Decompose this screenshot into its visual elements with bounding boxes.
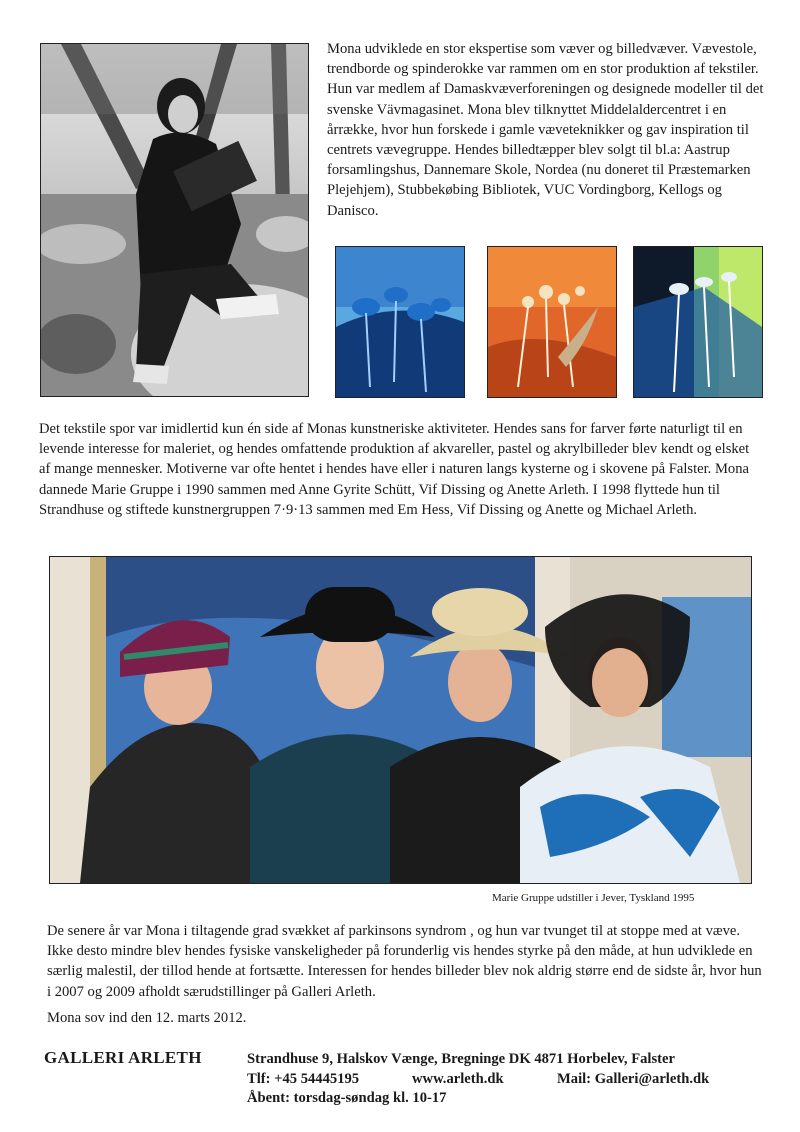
intro-paragraph bbox=[327, 39, 767, 221]
textile-text: Det tekstile spor var imidlertid kun én side af Monas kunstneriske aktiviteter. Hendes sans for farver førte naturligt til en levende interesse for maleriet, og hendes omfattende produktion af akvareller, pastel og akrylbilleder blev kendt og elsket af mange mennesker. Motiverne var ofte hentet i hendes have eller i naturen langs kysterne og i skovene på Falster. Mona dannede Marie Gruppe i 1990 sammen med Anne Gyrite Schütt, Vif Dissing og Anette Arleth. I 1998 flyttede hun til Strandhuse og stiftede kunstnergruppen 7·9·13 sammen med Em Hess, Vif Dissing og Anette og Michael Arleth. bbox=[39, 421, 750, 518]
gallery-mail[interactable]: Mail: Galleri@arleth.dk bbox=[557, 1071, 710, 1087]
painting-orange-flowers bbox=[487, 246, 617, 398]
painting-blue-flowers bbox=[335, 246, 465, 398]
intro-text: Mona udviklede en stor ekspertise som væver og billedvæver. Vævestole, trendborde og spinderokke var rammen om en stor produktion af tekstiler. Hun var medlem af Damaskvæverforeningen og designede modeller til det svenske Vävmagasinet. Mona blev tilknyttet Middelaldercentret i en årrække, hvor hun forskede i gamle væveteknikker og gav inspiration til centrets vævegruppe. Hendes billedtæpper blev solgt til bl.a: Aastrup forsamlingshus, Dannemare Skole, Nordea (nu doneret til Præstemarken Plejehjem), Stubbekøbing Bibliotek, VUC Vordingborg, Kellogs og Danisco. bbox=[327, 41, 764, 219]
later-years-text: De senere år var Mona i tiltagende grad svækket af parkinsons syndrom , og hun var tvunget til at stoppe med at væve. Ikke desto mindre blev hendes fysiske vanskeligheder på forunderlig vis hendes styrke på den måde, at hun udviklede en særlig malestil, der tillod hende at fortsætte. Interessen for hendes billeder blev nok aldrig større end de sidste år, hvor hun i 2007 og 2009 afholdt særudstillinger på Galleri Arleth. bbox=[47, 923, 762, 1000]
textile-paragraph bbox=[39, 419, 759, 520]
group-photo-illustration bbox=[50, 557, 751, 883]
portrait-photo bbox=[40, 43, 309, 397]
gallery-website[interactable]: www.arleth.dk bbox=[412, 1071, 504, 1087]
later-years-paragraph bbox=[47, 921, 767, 1002]
portrait-illustration bbox=[41, 44, 308, 396]
painting-dark-flowers bbox=[633, 246, 763, 398]
passing-note: Mona sov ind den 12. marts 2012. bbox=[47, 1010, 247, 1026]
group-photo bbox=[49, 556, 752, 884]
gallery-hours: Åbent: torsdag-søndag kl. 10-17 bbox=[247, 1090, 447, 1106]
gallery-address: Strandhuse 9, Halskov Vænge, Bregninge DK 4871 Horbelev, Falster bbox=[247, 1051, 675, 1067]
photo-caption: Marie Gruppe udstiller i Jever, Tyskland 1995 bbox=[492, 892, 695, 904]
gallery-name: GALLERI ARLETH bbox=[44, 1048, 202, 1067]
gallery-phone: Tlf: +45 54445195 bbox=[247, 1071, 360, 1087]
